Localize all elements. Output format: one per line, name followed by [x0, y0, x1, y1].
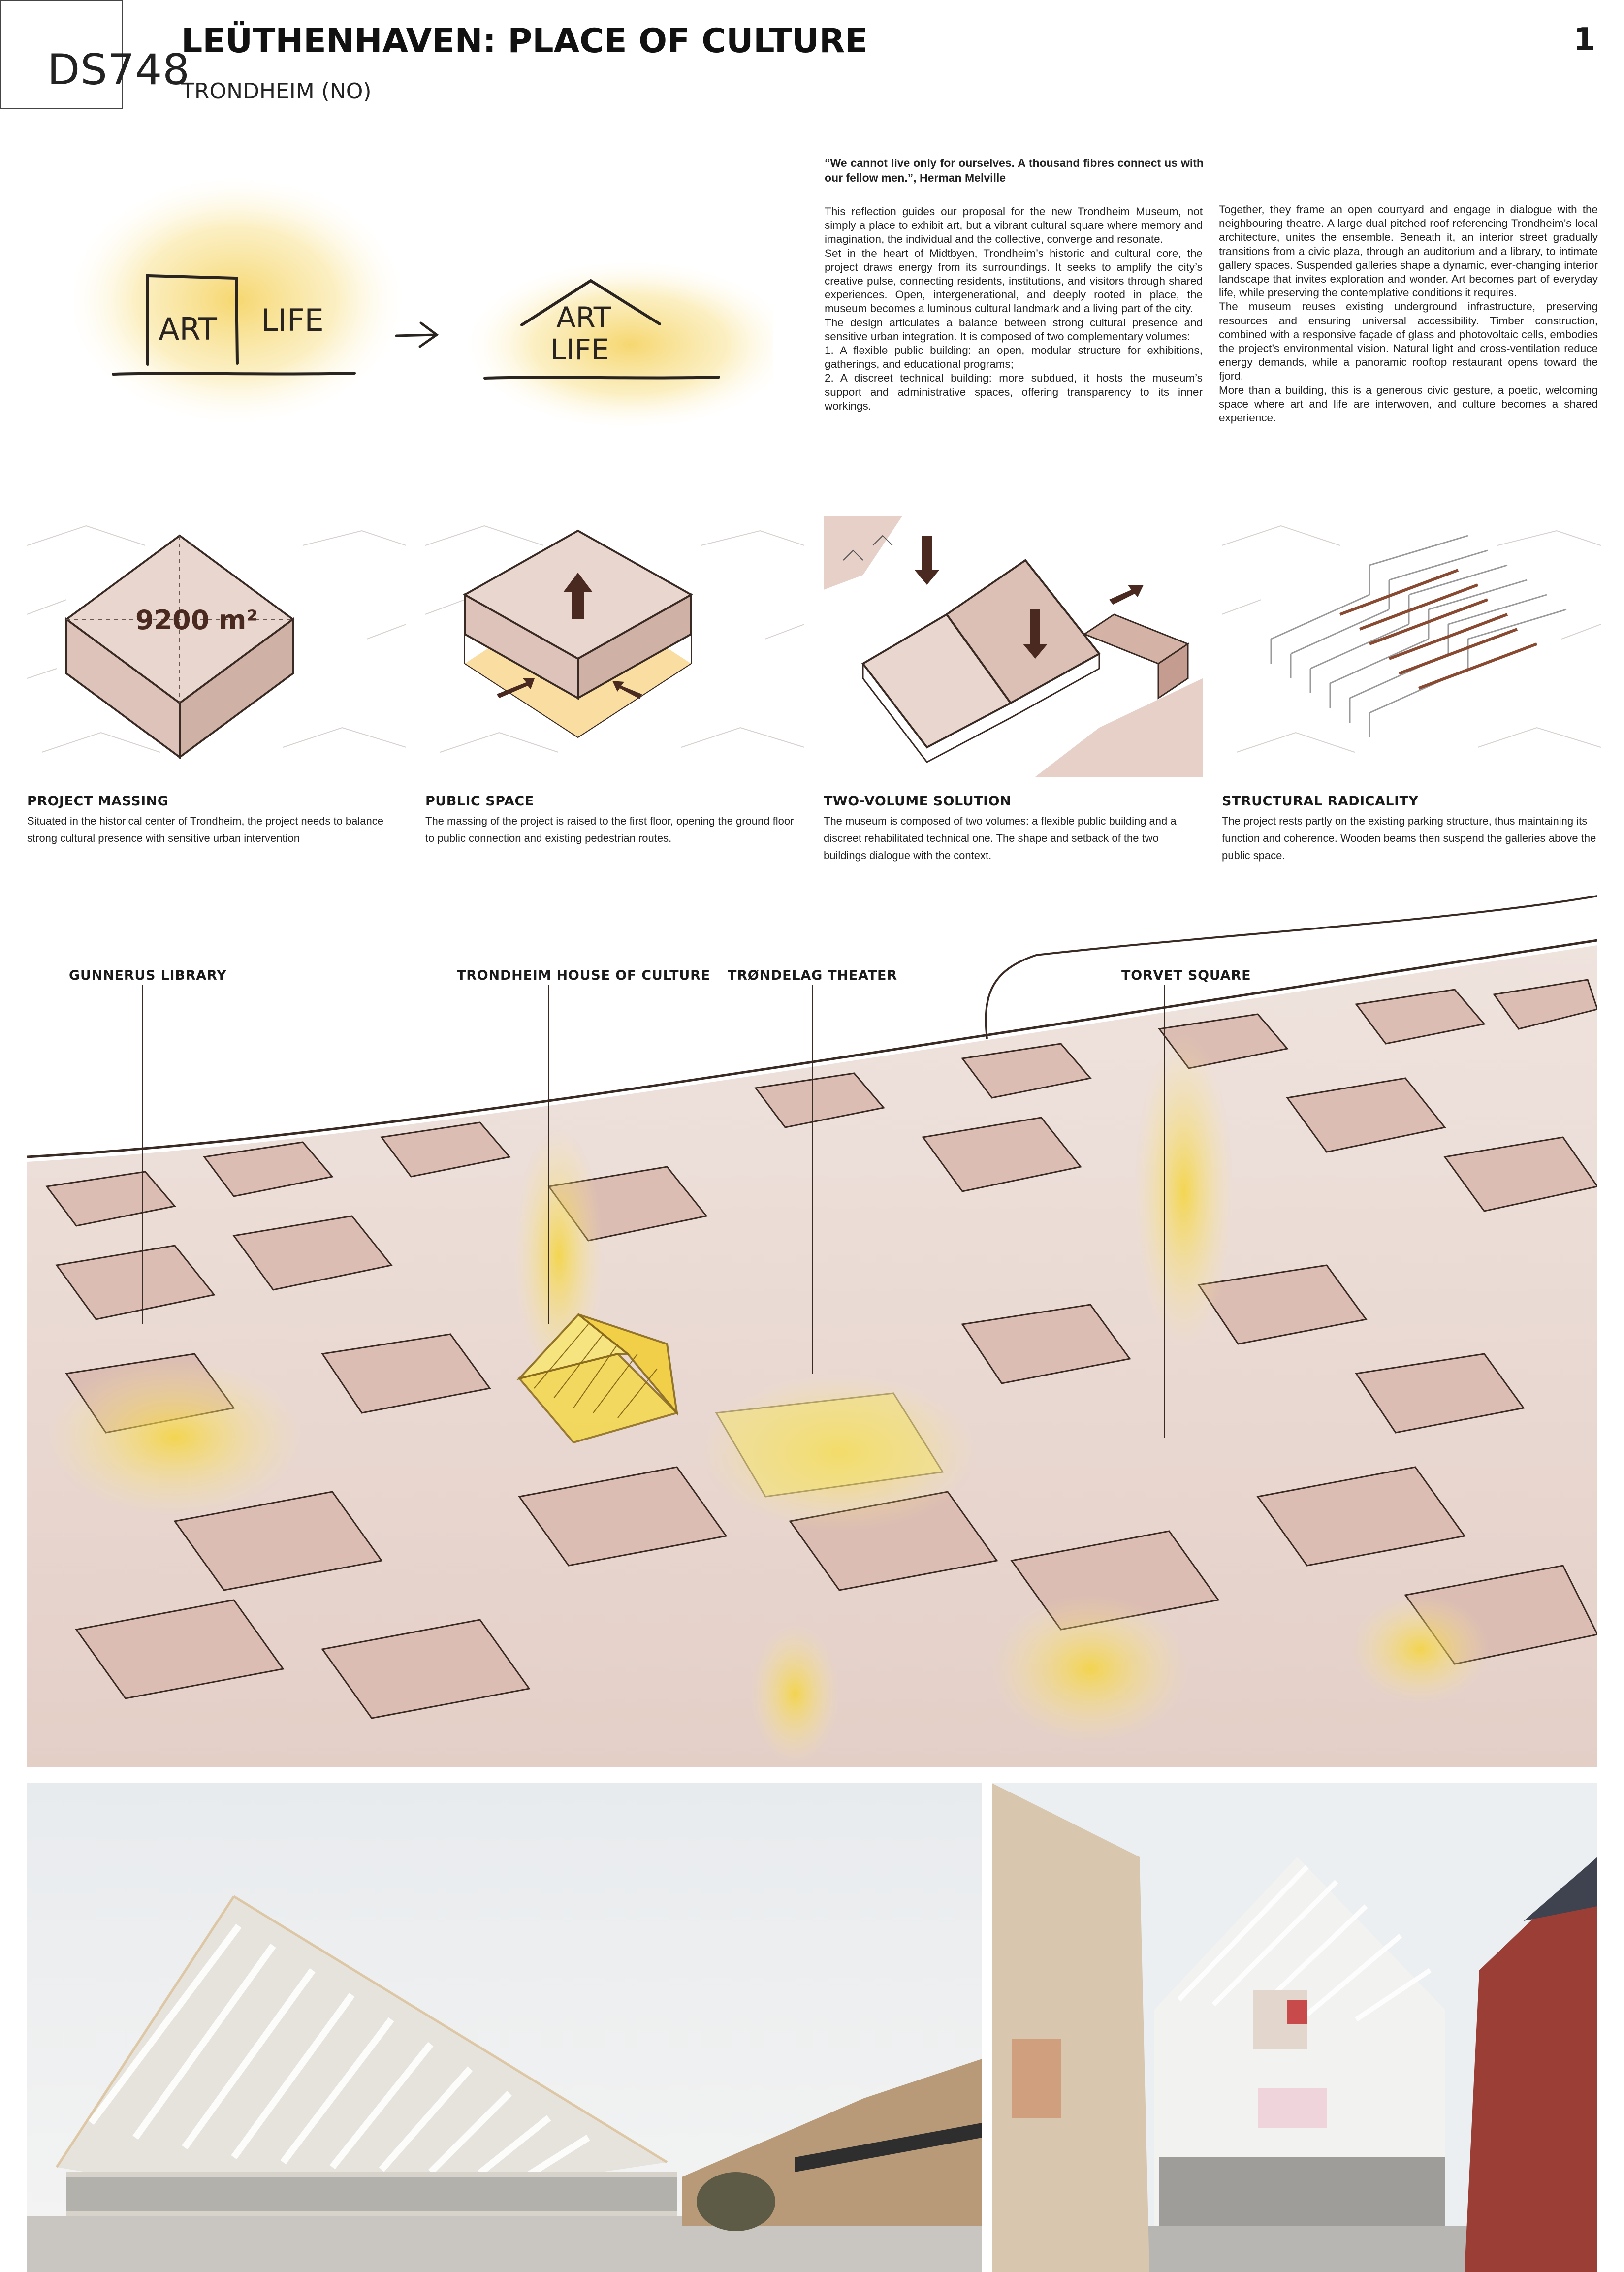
arrow-down-icon [915, 536, 939, 585]
right-glow [468, 261, 773, 428]
left-ground-line [113, 373, 354, 374]
right-ground-line [485, 377, 719, 378]
diagram-caption-structural: The project rests partly on the existing parking structure, thus maintaining its function and coherence. Wooden beams then suspend the galleries above the public space. [1222, 815, 1596, 862]
diagram-two-volume [824, 516, 1203, 777]
left-life-word: LIFE [261, 302, 324, 338]
area-label: 9200 m² [135, 605, 258, 636]
exterior-render-street [992, 1783, 1597, 2272]
diagram-title-two-volume: TWO-VOLUME SOLUTION [824, 794, 1012, 809]
page-subtitle: TRONDHEIM (NO) [181, 79, 372, 104]
diagram-caption-two-volume: The museum is composed of two volumes: a flexible public building and a discreet rehabilitated technical one. The shape and setback of the two buildings dialogue with the context. [824, 815, 1177, 862]
paragraph: The design articulates a balance between strong cultural presence and sensitive urban integration. It is composed of two complementary volumes: [825, 316, 1203, 343]
diagram-title-public-space: PUBLIC SPACE [425, 794, 534, 809]
right-life-word: LIFE [550, 333, 609, 366]
melville-quote: “We cannot live only for ourselves. A thousand fibres connect us with our fellow men.”, Herman Melville [825, 157, 1204, 184]
right-art-word: ART [556, 301, 611, 334]
diagram-caption-public-space: The massing of the project is raised to the first floor, opening the ground floor to public connection and existing pedestrian routes. [425, 815, 794, 844]
context-block [1035, 678, 1203, 777]
paragraph: 1. A flexible public building: an open, modular structure for exhibitions, gatherings, and educational programs; [825, 344, 1203, 371]
tree [697, 2172, 775, 2231]
diagram-caption-massing: Situated in the historical center of Trondheim, the project needs to balance strong cultural presence with sensitive urban intervention [27, 815, 383, 844]
arrow-icon [396, 323, 437, 347]
art-life-concept-sketch [74, 177, 773, 453]
context-block [824, 516, 902, 590]
left-art-word: ART [159, 311, 217, 347]
paragraph: This reflection guides our proposal for the new Trondheim Museum, not simply a place to exhibit art, but a vibrant cultural square where memory and imagination, the individual and the collective, converge and resonate. [825, 205, 1203, 246]
label-gunnerus-library: GUNNERUS LIBRARY [69, 968, 227, 983]
paragraph: Set in the heart of Midtbyen, Trondheim’s historic and cultural core, the project draws energy from its surroundings. It seeks to amplify the city’s creative pulse, connecting residents, institutions, and visitors through shared experiences. Open, intergenerational, and deeply rooted in place, the museum becomes a luminous cultural landmark and a living part of the city. [825, 247, 1203, 315]
poster [1258, 2088, 1327, 2128]
diagram-public-space [425, 516, 804, 777]
diagram-structural [1222, 516, 1601, 777]
page-number: 1 [1573, 22, 1595, 58]
paragraph: 2. A discreet technical building: more subdued, it hosts the museum’s support and administrative spaces, offering transparency to its inner workings. [825, 372, 1203, 412]
timber-frame-grid [1271, 536, 1566, 737]
paragraph: The museum reuses existing underground infrastructure, preserving resources and ensuring universal accessibility. Timber construction, combined with a responsive façade of glass and photovoltaic cells, embodies the project’s environmental vision. Natural light and cross-ventilation reduce energy demands, while a panoramic rooftop restaurant opens toward the fjord. [1219, 300, 1598, 383]
diagram-title-structural: STRUCTURAL RADICALITY [1222, 794, 1419, 809]
arrow-diagonal-icon [1109, 585, 1144, 605]
label-trondelag-theater: TRØNDELAG THEATER [728, 968, 897, 983]
diagram-title-massing: PROJECT MASSING [27, 794, 169, 809]
diagram-project-massing [27, 516, 406, 777]
exterior-render-plaza [27, 1783, 982, 2272]
label-torvet-square: TORVET SQUARE [1121, 968, 1251, 983]
aerial-city-sketch [27, 881, 1597, 1767]
paragraph: Together, they frame an open courtyard and engage in dialogue with the neighbouring theatre. A large dual-pitched roof referencing Trondheim’s local architecture, unites the ensemble. Beneath it, an interior street gradually transitions from a civic plaza, through an auditorium and a library, to intimate gallery spaces. Suspended galleries shape a dynamic, ever-changing interior landscape that invites exploration and wonder. Art becomes part of everyday life, while preserving the contemplative conditions it requires. [1219, 203, 1598, 299]
intro-text-left [825, 205, 1203, 413]
label-house-of-culture: TRONDHEIM HOUSE OF CULTURE [457, 968, 710, 983]
brick-wall-left [992, 1783, 1149, 2272]
project-code: DS748 [47, 45, 190, 95]
paragraph: More than a building, this is a generous civic gesture, a poetic, welcoming space where art and life are interwoven, and culture becomes a shared experience. [1219, 384, 1598, 424]
intro-text-right [1219, 203, 1598, 425]
left-glow [74, 177, 404, 423]
page-title: LEÜTHENHAVEN: PLACE OF CULTURE [181, 22, 868, 61]
